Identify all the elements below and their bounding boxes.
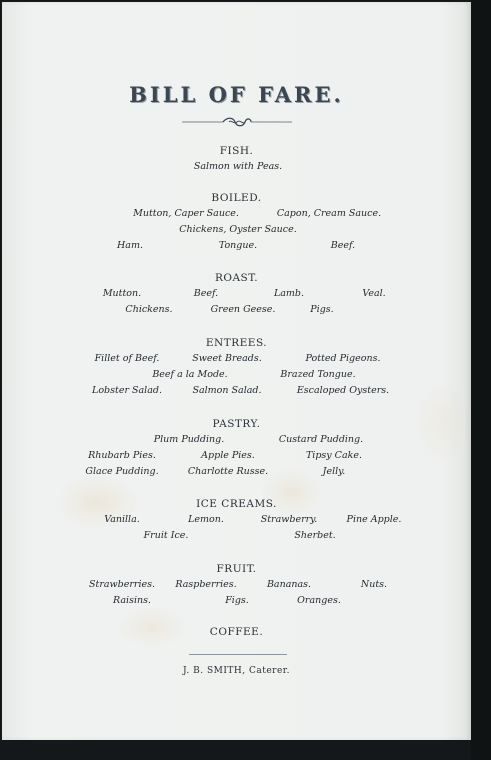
menu-item: Capon, Cream Sauce. bbox=[276, 208, 382, 219]
menu-item: Custard Pudding. bbox=[278, 434, 364, 445]
menu-item: Pine Apple. bbox=[346, 514, 402, 525]
menu-item: Mutton. bbox=[102, 288, 142, 299]
menu-row bbox=[2, 351, 471, 367]
menu-row bbox=[2, 528, 471, 544]
menu-item: Strawberries. bbox=[88, 579, 156, 590]
menu-item: Pigs. bbox=[310, 304, 334, 315]
menu-row bbox=[2, 286, 471, 302]
menu-item: Veal. bbox=[362, 288, 386, 299]
menu-row bbox=[2, 512, 471, 528]
section-heading: FISH. bbox=[219, 145, 254, 157]
menu-item: Beef. bbox=[330, 240, 356, 251]
menu-section bbox=[2, 561, 471, 609]
menu-row bbox=[2, 577, 471, 593]
section-heading: ENTREES. bbox=[205, 337, 268, 349]
section-heading: FRUIT. bbox=[216, 563, 257, 575]
menu-section bbox=[2, 416, 471, 480]
footer-divider bbox=[189, 654, 287, 655]
menu-item: Plum Pudding. bbox=[153, 434, 225, 445]
menu-item: Charlotte Russe. bbox=[187, 466, 269, 477]
menu-item: Lamb. bbox=[273, 288, 305, 299]
menu-row bbox=[2, 383, 471, 399]
menu-item: Beef a la Mode. bbox=[152, 369, 228, 380]
menu-item: Nuts. bbox=[360, 579, 388, 590]
menu-item: Chickens, Oyster Sauce. bbox=[179, 224, 297, 235]
menu-item: Jelly. bbox=[322, 466, 346, 477]
menu-item: Brazed Tongue. bbox=[280, 369, 356, 380]
menu-item: Escaloped Oysters. bbox=[296, 385, 390, 396]
menu-row bbox=[2, 448, 471, 464]
menu-item: Tongue. bbox=[218, 240, 258, 251]
menu-row bbox=[2, 302, 471, 318]
section-heading: ROAST. bbox=[214, 272, 259, 284]
menu-row bbox=[2, 464, 471, 480]
menu-item: Oranges. bbox=[297, 595, 341, 606]
menu-row bbox=[2, 159, 471, 175]
title-flourish-ornament bbox=[177, 115, 297, 129]
menu-item: Ham. bbox=[117, 240, 143, 251]
menu-item: Rhubarb Pies. bbox=[88, 450, 156, 461]
menu-item: Lobster Salad. bbox=[92, 385, 162, 396]
section-heading: COFFEE. bbox=[209, 626, 264, 638]
menu-item: Vanilla. bbox=[104, 514, 140, 525]
menu-item: Mutton, Caper Sauce. bbox=[133, 208, 239, 219]
menu-page bbox=[2, 2, 471, 740]
menu-section bbox=[2, 624, 471, 640]
menu-row bbox=[2, 367, 471, 383]
menu-item: Tipsy Cake. bbox=[305, 450, 363, 461]
menu-item: Strawberry. bbox=[260, 514, 318, 525]
menu-item: Potted Pigeons. bbox=[305, 353, 381, 364]
menu-item: Glace Pudding. bbox=[85, 466, 159, 477]
menu-row bbox=[2, 593, 471, 609]
menu-row bbox=[2, 206, 471, 222]
menu-item: Bananas. bbox=[266, 579, 312, 590]
menu-item: Lemon. bbox=[188, 514, 224, 525]
caterer-credit: J. B. SMITH, Caterer. bbox=[183, 666, 290, 676]
menu-row bbox=[2, 222, 471, 238]
page-title: BILL OF FARE. bbox=[129, 82, 344, 107]
menu-item: Fillet of Beef. bbox=[94, 353, 160, 364]
menu-section bbox=[2, 496, 471, 544]
menu-section bbox=[2, 270, 471, 318]
section-heading: BOILED. bbox=[211, 192, 262, 204]
menu-item: Raspberries. bbox=[175, 579, 237, 590]
section-heading: PASTRY. bbox=[212, 418, 261, 430]
menu-section bbox=[2, 335, 471, 399]
menu-item: Sherbet. bbox=[294, 530, 336, 541]
menu-item: Chickens. bbox=[125, 304, 173, 315]
menu-item: Salmon Salad. bbox=[192, 385, 262, 396]
menu-item: Figs. bbox=[225, 595, 249, 606]
menu-section bbox=[2, 190, 471, 254]
scan-edge bbox=[471, 0, 491, 760]
menu-item: Sweet Breads. bbox=[192, 353, 262, 364]
menu-item: Green Geese. bbox=[210, 304, 276, 315]
menu-item: Apple Pies. bbox=[201, 450, 255, 461]
menu-item: Salmon with Peas. bbox=[193, 161, 283, 172]
menu-item: Raisins. bbox=[113, 595, 151, 606]
menu-item: Beef. bbox=[193, 288, 219, 299]
menu-item: Fruit Ice. bbox=[143, 530, 189, 541]
menu-section bbox=[2, 143, 471, 175]
menu-row bbox=[2, 238, 471, 254]
menu-row bbox=[2, 432, 471, 448]
section-heading: ICE CREAMS. bbox=[196, 498, 277, 510]
